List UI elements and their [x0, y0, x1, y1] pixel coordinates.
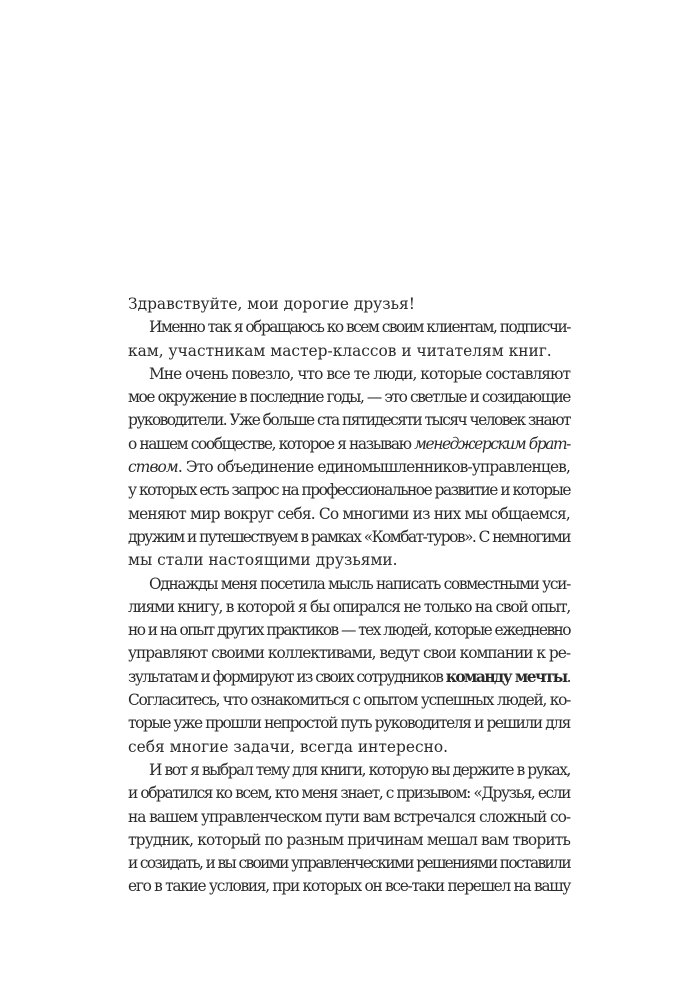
text-segment: кам, участникам мастер-классов и читателям книг. — [128, 341, 552, 360]
text-segment: Согласитесь, что ознакомиться с опытом успешных людей, ко- — [128, 691, 570, 710]
text-segment: зультатам и формируют из своих сотрудников — [128, 667, 446, 686]
text-segment: мы стали настоящими друзьями. — [128, 551, 398, 570]
text-segment: на вашем управленческом пути вам встречался сложный со- — [128, 807, 570, 826]
italic-text: менеджерским брат- — [414, 434, 570, 453]
text-line — [128, 386, 570, 409]
text-line — [128, 875, 570, 898]
text-line — [128, 852, 570, 875]
text-line — [128, 712, 570, 735]
text-segment: управляют своими коллективами, ведут свои компании к ре- — [128, 644, 570, 663]
text-line — [128, 829, 570, 852]
text-line — [128, 736, 570, 759]
text-segment: лиями книгу, в которой я бы опирался не только на свой опыт, — [128, 597, 571, 616]
text-segment: себя многие задачи, всегда интересно. — [128, 737, 448, 756]
text-line — [128, 456, 570, 479]
text-line — [128, 433, 570, 456]
text-line — [128, 479, 570, 502]
text-segment: торые уже прошли непростой путь руководителя и решили для — [128, 714, 571, 733]
text-line — [128, 596, 570, 619]
text-line — [128, 619, 570, 642]
text-segment: Здравствуйте, мои дорогие друзья! — [128, 295, 415, 313]
bold-text: команду мечты — [445, 667, 567, 686]
text-line — [128, 642, 570, 665]
text-line — [128, 806, 570, 829]
text-line — [128, 526, 570, 549]
italic-text: ством — [128, 458, 178, 477]
text-segment: Мне очень повезло, что все те люди, которые составляют — [149, 364, 571, 383]
text-line — [128, 363, 570, 386]
text-line — [128, 666, 570, 689]
text-segment: меняют мир вокруг себя. Со многими из них мы общаемся, — [128, 504, 570, 523]
text-line — [128, 689, 570, 712]
text-segment: но и на опыт других практиков — тех людей, которые ежедневно — [128, 621, 570, 640]
text-line — [128, 293, 570, 316]
text-segment: руководители. Уже больше ста пятидесяти тысяч человек знают — [128, 411, 570, 430]
text-segment: и созидать, и вы своими управленческими решениями поставили — [128, 854, 570, 873]
text-line — [128, 340, 570, 363]
text-segment: его в такие условия, при которых он все-таки перешел на вашу — [128, 877, 570, 896]
text-segment: трудник, который по разным причинам мешал вам творить — [128, 830, 570, 849]
text-line — [128, 782, 570, 805]
text-segment: у которых есть запрос на профессиональное развитие и которые — [128, 481, 570, 500]
text-line — [128, 759, 570, 782]
text-segment: . — [566, 667, 570, 686]
text-segment: Именно так я обращаюсь ко всем своим клиентам, подписчи- — [149, 318, 570, 337]
text-segment: . Это объединение единомышленников-управленцев, — [177, 458, 570, 477]
text-segment: мое окружение в последние годы, — это светлые и созидающие — [128, 388, 570, 407]
text-line — [128, 316, 570, 339]
text-line — [128, 503, 570, 526]
text-segment: о нашем сообществе, которое я называю — [128, 434, 415, 453]
text-segment: И вот я выбрал тему для книги, которую вы держите в руках, — [149, 760, 570, 779]
text-line — [128, 573, 570, 596]
text-line — [128, 549, 570, 572]
text-segment: и обратился ко всем, кто меня знает, с призывом: «Друзья, если — [128, 784, 570, 803]
text-segment: Однажды меня посетила мысль написать совместными уси- — [149, 574, 570, 593]
body-text — [128, 293, 570, 899]
text-segment: дружим и путешествуем в рамках «Комбат-туров». С немногими — [128, 527, 570, 546]
text-line — [128, 409, 570, 432]
